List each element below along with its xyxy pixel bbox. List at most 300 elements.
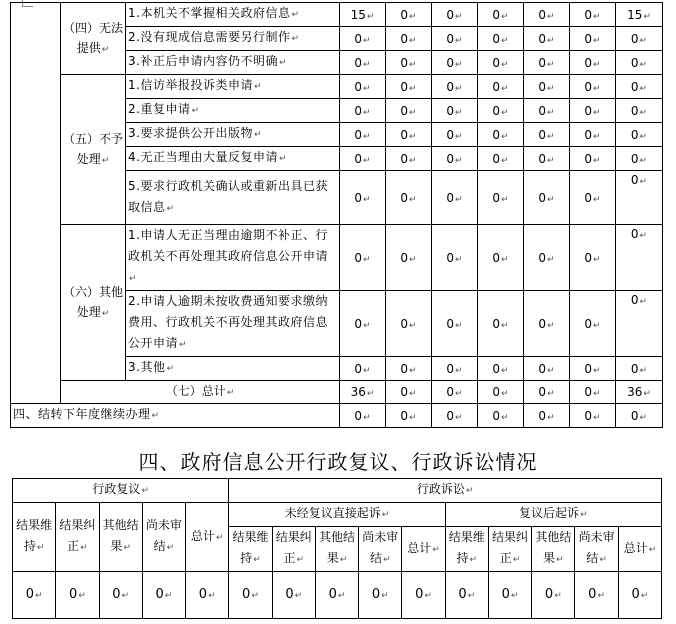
paragraph-mark-icon: ↵ xyxy=(409,107,417,118)
value-cell xyxy=(340,171,386,225)
paragraph-mark-icon: ↵ xyxy=(129,274,138,284)
paragraph-mark-icon: ↵ xyxy=(639,83,648,94)
paragraph-mark-icon: ↵ xyxy=(253,82,262,92)
paragraph-mark-icon: ↵ xyxy=(409,320,417,331)
table-row xyxy=(11,225,663,291)
value-cell xyxy=(478,51,524,75)
paragraph-mark-icon: ↵ xyxy=(501,35,509,46)
paragraph-mark-icon: ↵ xyxy=(639,297,648,307)
value-cell xyxy=(570,123,616,147)
paragraph-mark-icon: ↵ xyxy=(467,590,476,601)
paragraph-mark-icon: ↵ xyxy=(409,35,417,46)
value-text: 36 xyxy=(350,385,366,399)
value-text: 0 xyxy=(630,408,639,423)
paragraph-mark-icon: ↵ xyxy=(639,412,648,423)
value-text: 0 xyxy=(492,55,501,70)
paragraph-mark-icon: ↵ xyxy=(593,194,601,205)
paragraph-mark-icon: ↵ xyxy=(547,131,555,142)
value-cell xyxy=(616,75,663,99)
item-label: 1.本机关不掌握相关政府信息↵ xyxy=(126,3,340,27)
admin-review-header: 行政复议↵ xyxy=(13,479,229,503)
paragraph-mark-icon: ↵ xyxy=(648,544,657,555)
value-cell xyxy=(478,147,524,171)
value-cell xyxy=(272,572,315,619)
value-cell xyxy=(340,27,386,51)
value-cell xyxy=(478,123,524,147)
value-cell xyxy=(386,123,432,147)
value-cell xyxy=(386,51,432,75)
paragraph-mark-icon: ↵ xyxy=(593,131,601,142)
value-cell xyxy=(524,381,570,404)
value-text: 0 xyxy=(584,151,593,166)
value-cell xyxy=(478,291,524,357)
value-text: 0 xyxy=(446,190,455,205)
paragraph-mark-icon: ↵ xyxy=(363,412,371,423)
paragraph-mark-icon: ↵ xyxy=(363,155,371,166)
paragraph-mark-icon: ↵ xyxy=(409,131,417,142)
value-cell xyxy=(478,357,524,381)
value-cell xyxy=(386,3,432,27)
value-cell xyxy=(229,572,272,619)
value-cell xyxy=(524,357,570,381)
value-text: 0 xyxy=(446,7,455,22)
paragraph-mark-icon: ↵ xyxy=(501,11,509,22)
value-cell xyxy=(524,75,570,99)
paragraph-mark-icon: ↵ xyxy=(36,543,45,553)
paragraph-mark-icon: ↵ xyxy=(409,365,417,376)
paragraph-mark-icon: ↵ xyxy=(580,510,588,520)
value-text: 0 xyxy=(400,127,409,142)
value-cell xyxy=(570,147,616,171)
value-cell xyxy=(340,357,386,381)
value-cell xyxy=(616,171,663,225)
value-text: 0 xyxy=(242,586,251,602)
value-text: 0 xyxy=(400,190,409,205)
review-col-header: 尚未审结↵ xyxy=(142,503,185,572)
value-text: 0 xyxy=(588,586,597,602)
item-label: 1.信访举报投诉类申请↵ xyxy=(126,75,340,99)
value-cell xyxy=(616,123,663,147)
paragraph-mark-icon: ↵ xyxy=(409,389,417,399)
paragraph-mark-icon: ↵ xyxy=(501,254,509,265)
paragraph-mark-icon: ↵ xyxy=(455,131,463,142)
paragraph-mark-icon: ↵ xyxy=(141,486,149,496)
value-cell xyxy=(386,225,432,291)
value-text: 0 xyxy=(492,103,501,118)
paragraph-mark-icon: ↵ xyxy=(455,83,463,94)
value-cell xyxy=(524,404,570,428)
paragraph-mark-icon: ↵ xyxy=(101,44,110,55)
value-text: 0 xyxy=(584,190,593,205)
value-cell xyxy=(570,357,616,381)
paragraph-mark-icon: ↵ xyxy=(296,555,304,565)
value-text: 0 xyxy=(458,586,467,602)
table-row xyxy=(11,75,663,99)
value-text: 0 xyxy=(631,586,640,602)
litigation-col-header: 总计↵ xyxy=(402,527,445,572)
value-cell xyxy=(570,404,616,428)
value-cell xyxy=(359,572,402,619)
value-cell xyxy=(618,572,661,619)
litigation-col-header: 其他结果↵ xyxy=(315,527,358,572)
paragraph-mark-icon: ↵ xyxy=(78,590,86,601)
paragraph-mark-icon: ↵ xyxy=(593,365,601,376)
value-text: 0 xyxy=(538,316,547,331)
value-cell xyxy=(142,572,185,619)
paragraph-mark-icon: ↵ xyxy=(501,59,509,70)
value-cell xyxy=(432,147,478,171)
value-text: 0 xyxy=(446,385,455,399)
review-col-header: 结果纠正↵ xyxy=(56,503,99,572)
paragraph-mark-icon: ↵ xyxy=(278,154,287,164)
value-cell xyxy=(56,572,99,619)
paragraph-mark-icon: ↵ xyxy=(593,155,601,166)
value-cell xyxy=(478,404,524,428)
paragraph-mark-icon: ↵ xyxy=(381,510,390,520)
paragraph-mark-icon: ↵ xyxy=(164,590,173,601)
value-text: 0 xyxy=(584,316,593,331)
value-cell xyxy=(478,381,524,404)
paragraph-mark-icon: ↵ xyxy=(501,131,509,142)
paragraph-mark-icon: ↵ xyxy=(501,320,509,331)
value-text: 0 xyxy=(354,127,363,142)
value-text: 0 xyxy=(630,103,639,118)
paragraph-mark-icon: ↵ xyxy=(593,107,601,118)
value-text: 0 xyxy=(584,361,593,376)
value-text: 0 xyxy=(538,250,547,265)
value-cell xyxy=(570,225,616,291)
value-cell xyxy=(478,75,524,99)
table-row xyxy=(11,3,663,27)
paragraph-mark-icon: ↵ xyxy=(455,365,463,376)
paragraph-mark-icon: ↵ xyxy=(121,590,130,601)
paragraph-mark-icon: ↵ xyxy=(593,320,601,331)
value-cell xyxy=(524,3,570,27)
value-cell xyxy=(478,99,524,123)
paragraph-mark-icon: ↵ xyxy=(593,11,601,22)
litigation-col-header: 尚未审结↵ xyxy=(359,527,402,572)
value-text: 0 xyxy=(630,173,639,187)
value-text: 0 xyxy=(285,586,294,602)
value-cell xyxy=(386,171,432,225)
value-cell xyxy=(432,123,478,147)
paragraph-mark-icon: ↵ xyxy=(291,10,300,20)
value-text: 0 xyxy=(155,586,164,602)
value-cell xyxy=(386,357,432,381)
value-text: 0 xyxy=(446,151,455,166)
value-text: 0 xyxy=(400,316,409,331)
value-cell xyxy=(340,51,386,75)
value-text: 0 xyxy=(630,227,639,241)
category-label: （四）无法提供↵ xyxy=(61,3,126,75)
paragraph-mark-icon: ↵ xyxy=(179,340,188,350)
paragraph-mark-icon: ↵ xyxy=(639,231,648,241)
paragraph-mark-icon: ↵ xyxy=(597,590,605,601)
paragraph-mark-icon: ↵ xyxy=(409,83,417,94)
value-cell xyxy=(524,99,570,123)
paragraph-mark-icon: ↵ xyxy=(547,412,555,423)
value-text: 0 xyxy=(630,293,639,307)
paragraph-mark-icon: ↵ xyxy=(593,83,601,94)
paragraph-mark-icon: ↵ xyxy=(339,555,348,565)
value-text: 0 xyxy=(354,55,363,70)
value-cell xyxy=(478,171,524,225)
value-cell xyxy=(432,357,478,381)
value-text: 0 xyxy=(492,385,501,399)
value-text: 0 xyxy=(492,151,501,166)
value-text: 0 xyxy=(400,250,409,265)
value-cell xyxy=(524,51,570,75)
value-cell xyxy=(616,3,663,27)
paragraph-mark-icon: ↵ xyxy=(80,543,88,553)
value-cell xyxy=(432,404,478,428)
value-text: 0 xyxy=(354,103,363,118)
paragraph-mark-icon: ↵ xyxy=(366,11,375,22)
carry-over-row xyxy=(11,404,663,428)
value-cell xyxy=(570,3,616,27)
value-text: 0 xyxy=(584,7,593,22)
paragraph-mark-icon: ↵ xyxy=(501,83,509,94)
value-cell xyxy=(432,3,478,27)
paragraph-mark-icon: ↵ xyxy=(363,83,371,94)
paragraph-mark-icon: ↵ xyxy=(455,155,463,166)
paragraph-mark-icon: ↵ xyxy=(455,35,463,46)
value-text: 0 xyxy=(446,408,455,423)
paragraph-mark-icon: ↵ xyxy=(547,11,555,22)
value-text: 0 xyxy=(198,586,208,602)
value-cell xyxy=(340,3,386,27)
value-cell xyxy=(340,381,386,404)
paragraph-mark-icon: ↵ xyxy=(547,35,555,46)
paragraph-mark-icon: ↵ xyxy=(547,194,555,205)
value-cell xyxy=(432,225,478,291)
value-cell xyxy=(386,75,432,99)
value-text: 0 xyxy=(400,31,409,46)
paragraph-mark-icon: ↵ xyxy=(639,59,648,70)
category-label: （六）其他处理↵ xyxy=(61,225,126,381)
paragraph-mark-icon: ↵ xyxy=(291,34,300,44)
value-text: 0 xyxy=(538,151,547,166)
paragraph-mark-icon: ↵ xyxy=(593,35,601,46)
paragraph-mark-icon: ↵ xyxy=(547,365,555,376)
paragraph-mark-icon: ↵ xyxy=(639,177,648,187)
paragraph-mark-icon: ↵ xyxy=(593,254,601,265)
paragraph-mark-icon: ↵ xyxy=(455,412,463,423)
value-text: 0 xyxy=(446,103,455,118)
value-text: 0 xyxy=(584,79,593,94)
value-text: 0 xyxy=(400,385,409,399)
value-text: 0 xyxy=(538,190,547,205)
paragraph-mark-icon: ↵ xyxy=(363,107,371,118)
value-cell xyxy=(340,75,386,99)
paragraph-mark-icon: ↵ xyxy=(547,83,555,94)
paragraph-mark-icon: ↵ xyxy=(455,194,463,205)
value-cell xyxy=(315,572,358,619)
value-text: 0 xyxy=(492,31,501,46)
paragraph-mark-icon: ↵ xyxy=(294,590,303,601)
litigation-col-header: 结果纠正↵ xyxy=(488,527,531,572)
value-text: 0 xyxy=(584,103,593,118)
paragraph-mark-icon: ↵ xyxy=(35,590,43,601)
value-text: 0 xyxy=(446,250,455,265)
value-text: 0 xyxy=(630,55,639,70)
value-text: 0 xyxy=(538,31,547,46)
value-cell xyxy=(524,123,570,147)
value-text: 0 xyxy=(630,31,639,46)
review-litigation-table xyxy=(12,478,662,619)
post-review-suit-header: 复议后起诉↵ xyxy=(445,503,661,527)
paragraph-mark-icon: ↵ xyxy=(215,532,224,543)
value-text: 0 xyxy=(584,385,593,399)
value-cell xyxy=(478,27,524,51)
value-cell xyxy=(432,381,478,404)
paragraph-mark-icon: ↵ xyxy=(191,106,200,116)
paragraph-mark-icon: ↵ xyxy=(253,555,261,565)
paragraph-mark-icon: ↵ xyxy=(501,365,509,376)
value-text: 0 xyxy=(354,316,363,331)
paragraph-mark-icon: ↵ xyxy=(512,555,521,565)
value-text: 0 xyxy=(584,250,593,265)
value-cell xyxy=(386,99,432,123)
value-cell xyxy=(524,225,570,291)
paragraph-mark-icon: ↵ xyxy=(278,58,287,68)
value-text: 0 xyxy=(584,127,593,142)
value-text: 0 xyxy=(354,31,363,46)
value-text: 0 xyxy=(400,408,409,423)
value-text: 0 xyxy=(492,250,501,265)
paragraph-mark-icon: ↵ xyxy=(382,555,391,565)
value-cell xyxy=(524,171,570,225)
value-cell xyxy=(340,225,386,291)
value-cell xyxy=(575,572,618,619)
paragraph-mark-icon: ↵ xyxy=(593,412,601,423)
paragraph-mark-icon: ↵ xyxy=(510,590,519,601)
paragraph-mark-icon: ↵ xyxy=(226,388,235,398)
value-cell xyxy=(340,404,386,428)
total-row xyxy=(11,381,663,404)
paragraph-mark-icon: ↵ xyxy=(547,155,555,166)
paragraph-mark-icon: ↵ xyxy=(593,389,601,399)
value-text: 0 xyxy=(630,361,639,376)
total-label: （七）总计↵ xyxy=(61,381,340,404)
paragraph-mark-icon: ↵ xyxy=(432,544,440,555)
paragraph-mark-icon: ↵ xyxy=(166,543,175,553)
paragraph-mark-icon: ↵ xyxy=(366,389,375,399)
paragraph-mark-icon: ↵ xyxy=(363,131,371,142)
paragraph-mark-icon: ↵ xyxy=(593,59,601,70)
litigation-col-header: 结果维持↵ xyxy=(229,527,272,572)
value-text: 0 xyxy=(400,79,409,94)
litigation-col-header: 其他结果↵ xyxy=(532,527,575,572)
value-cell xyxy=(616,147,663,171)
paragraph-mark-icon: ↵ xyxy=(455,11,463,22)
value-text: 0 xyxy=(400,103,409,118)
value-text: 0 xyxy=(492,316,501,331)
value-text: 0 xyxy=(112,586,121,602)
value-text: 0 xyxy=(538,127,547,142)
disposal-table-body xyxy=(11,3,663,428)
paragraph-mark-icon: ↵ xyxy=(101,308,110,319)
item-label: 1.申请人无正当理由逾期不补正、行政机关不再处理其政府信息公开申请↵ xyxy=(126,225,340,291)
item-label: 3.补正后申请内容仍不明确↵ xyxy=(126,51,340,75)
value-cell xyxy=(570,291,616,357)
paragraph-mark-icon: ↵ xyxy=(363,59,371,70)
value-cell xyxy=(524,147,570,171)
paragraph-mark-icon: ↵ xyxy=(501,107,509,118)
value-cell xyxy=(340,291,386,357)
litigation-header: 行政诉讼↵ xyxy=(229,479,662,503)
value-text: 0 xyxy=(492,7,501,22)
value-text: 0 xyxy=(354,190,363,205)
value-cell xyxy=(13,572,56,619)
paragraph-mark-icon: ↵ xyxy=(123,543,131,553)
value-cell xyxy=(616,99,663,123)
paragraph-mark-icon: ↵ xyxy=(381,590,389,601)
value-text: 0 xyxy=(400,55,409,70)
paragraph-mark-icon: ↵ xyxy=(409,11,417,22)
category-label: （五）不予处理↵ xyxy=(61,75,126,225)
value-cell xyxy=(532,572,575,619)
paragraph-mark-icon: ↵ xyxy=(639,365,648,376)
paragraph-mark-icon: ↵ xyxy=(363,254,371,265)
paragraph-mark-icon: ↵ xyxy=(639,131,648,142)
carry-over-label: 四、结转下年度继续办理↵ xyxy=(11,404,340,428)
value-text: 0 xyxy=(68,586,78,602)
value-cell xyxy=(570,99,616,123)
paragraph-mark-icon: ↵ xyxy=(409,254,417,265)
paragraph-mark-icon: ↵ xyxy=(151,411,160,421)
paragraph-mark-icon: ↵ xyxy=(643,11,651,22)
paragraph-mark-icon: ↵ xyxy=(547,254,555,265)
value-cell xyxy=(570,381,616,404)
value-text: 0 xyxy=(544,586,554,602)
value-cell xyxy=(524,27,570,51)
value-text: 0 xyxy=(492,361,501,376)
paragraph-mark-icon: ↵ xyxy=(363,35,371,46)
review-col-header: 总计↵ xyxy=(186,503,229,572)
paragraph-mark-icon: ↵ xyxy=(363,365,371,376)
value-cell xyxy=(386,27,432,51)
paragraph-mark-icon: ↵ xyxy=(455,254,463,265)
value-text: 0 xyxy=(328,586,337,602)
value-cell xyxy=(432,171,478,225)
paragraph-mark-icon: ↵ xyxy=(469,555,478,565)
litigation-col-header: 尚未审结↵ xyxy=(575,527,618,572)
paragraph-mark-icon: ↵ xyxy=(547,389,555,399)
value-cell xyxy=(616,404,663,428)
value-text: 0 xyxy=(538,79,547,94)
value-cell xyxy=(570,27,616,51)
disposal-table xyxy=(10,2,663,428)
left-blank-cell xyxy=(11,3,61,404)
value-text: 0 xyxy=(354,408,363,423)
value-cell xyxy=(402,572,445,619)
direct-suit-header: 未经复议直接起诉↵ xyxy=(229,503,445,527)
item-label: 5.要求行政机关确认或重新出具已获取信息↵ xyxy=(126,171,340,225)
value-text: 0 xyxy=(492,190,501,205)
value-cell xyxy=(570,51,616,75)
value-text: 0 xyxy=(538,55,547,70)
item-label: 4.无正当理由大量反复申请↵ xyxy=(126,147,340,171)
paragraph-mark-icon: ↵ xyxy=(547,107,555,118)
litigation-col-header: 总计↵ xyxy=(618,527,661,572)
value-text: 0 xyxy=(446,316,455,331)
value-cell xyxy=(386,381,432,404)
value-text: 15 xyxy=(627,7,643,22)
review-col-header: 其他结果↵ xyxy=(99,503,142,572)
item-label: 2.申请人逾期未按收费通知要求缴纳费用、行政机关不再处理其政府信息公开申请↵ xyxy=(126,291,340,357)
value-cell xyxy=(340,123,386,147)
